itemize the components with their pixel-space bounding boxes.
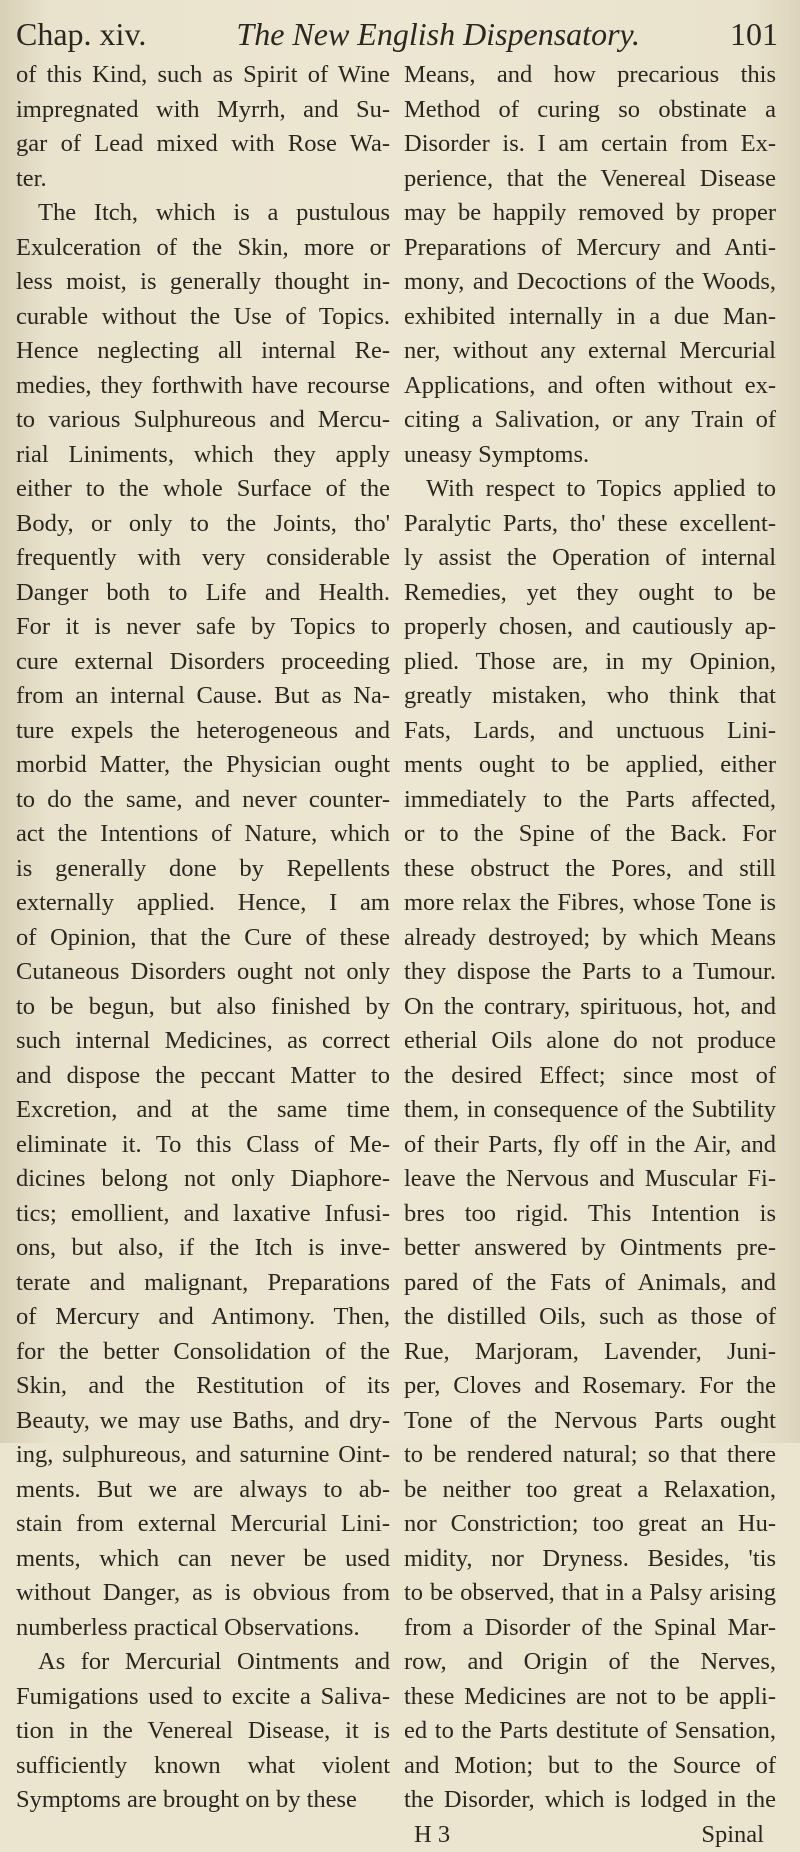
text-line: pared of the Fats of Animals, and xyxy=(404,1266,776,1301)
text-line: ments, which can never be used xyxy=(16,1542,390,1577)
text-line: of their Parts, fly off in the Air, and xyxy=(404,1128,776,1163)
text-line: may be happily removed by proper xyxy=(404,196,776,231)
text-line: eliminate it. To this Class of Me- xyxy=(16,1128,390,1163)
text-line: gar of Lead mixed with Rose Wa- xyxy=(16,127,390,162)
text-line: more relax the Fibres, whose Tone is xyxy=(404,886,776,921)
text-line: ly assist the Operation of internal xyxy=(404,541,776,576)
text-line: With respect to Topics applied to xyxy=(404,472,776,507)
left-column xyxy=(16,58,390,1852)
text-line: citing a Salivation, or any Train of xyxy=(404,403,776,438)
text-line: As for Mercurial Ointments and xyxy=(16,1645,390,1680)
text-line: these obstruct the Pores, and still xyxy=(404,852,776,887)
text-line: ture expels the heterogeneous and xyxy=(16,714,390,749)
text-line: Exulceration of the Skin, more or xyxy=(16,231,390,266)
text-line: midity, nor Dryness. Besides, 'tis xyxy=(404,1542,776,1577)
text-line: the desired Effect; since most of xyxy=(404,1059,776,1094)
text-line: Means, and how precarious this xyxy=(404,58,776,93)
text-line: Cutaneous Disorders ought not only xyxy=(16,955,390,990)
text-line: tion in the Venereal Disease, it is xyxy=(16,1714,390,1749)
text-line: On the contrary, spirituous, hot, and xyxy=(404,990,776,1025)
text-line: to be begun, but also finished by xyxy=(16,990,390,1025)
text-line: for the better Consolidation of the xyxy=(16,1335,390,1370)
text-line: ing, sulphureous, and saturnine Oint- xyxy=(16,1438,390,1473)
text-line: bres too rigid. This Intention is xyxy=(404,1197,776,1232)
text-line: curable without the Use of Topics. xyxy=(16,300,390,335)
text-line: ter. xyxy=(16,162,390,197)
text-line: without Danger, as is obvious from xyxy=(16,1576,390,1611)
right-column-lines xyxy=(404,58,776,1818)
text-line: is generally done by Repellents xyxy=(16,852,390,887)
text-line: Remedies, yet they ought to be xyxy=(404,576,776,611)
text-line: ner, without any external Mercurial xyxy=(404,334,776,369)
text-line: immediately to the Parts affected, xyxy=(404,783,776,818)
text-line: Danger both to Life and Health. xyxy=(16,576,390,611)
text-line: either to the whole Surface of the xyxy=(16,472,390,507)
text-line: ons, but also, if the Itch is inve- xyxy=(16,1231,390,1266)
chapter-label: Chap. xiv. xyxy=(16,14,146,54)
right-column xyxy=(404,58,776,1852)
text-line: such internal Medicines, as correct xyxy=(16,1024,390,1059)
text-line: terate and malignant, Preparations xyxy=(16,1266,390,1301)
text-line: Disorder is. I am certain from Ex- xyxy=(404,127,776,162)
text-line: and Motion; but to the Source of xyxy=(404,1749,776,1784)
text-line: of Mercury and Antimony. Then, xyxy=(16,1300,390,1335)
text-line: exhibited internally in a due Man- xyxy=(404,300,776,335)
text-line: Rue, Marjoram, Lavender, Juni- xyxy=(404,1335,776,1370)
text-line: of this Kind, such as Spirit of Wine xyxy=(16,58,390,93)
text-line: they dispose the Parts to a Tumour. xyxy=(404,955,776,990)
text-line: uneasy Symptoms. xyxy=(404,438,776,473)
text-line: the Disorder, which is lodged in the xyxy=(404,1783,776,1818)
page-number: 101 xyxy=(730,14,778,54)
text-line: Beauty, we may use Baths, and dry- xyxy=(16,1404,390,1439)
text-line: medies, they forthwith have recourse xyxy=(16,369,390,404)
text-line: Paralytic Parts, tho' these excellent- xyxy=(404,507,776,542)
text-line: Tone of the Nervous Parts ought xyxy=(404,1404,776,1439)
text-line: from a Disorder of the Spinal Mar- xyxy=(404,1611,776,1646)
text-line: rial Liniments, which they apply xyxy=(16,438,390,473)
text-line: Hence neglecting all internal Re- xyxy=(16,334,390,369)
text-line: these Medicines are not to be appli- xyxy=(404,1680,776,1715)
text-line: tics; emollient, and laxative Infusi- xyxy=(16,1197,390,1232)
text-line: Method of curing so obstinate a xyxy=(404,93,776,128)
text-line: Fats, Lards, and unctuous Lini- xyxy=(404,714,776,749)
text-line: ments. But we are always to ab- xyxy=(16,1473,390,1508)
text-line: leave the Nervous and Muscular Fi- xyxy=(404,1162,776,1197)
text-line: dicines belong not only Diaphore- xyxy=(16,1162,390,1197)
text-line: ed to the Parts destitute of Sensation, xyxy=(404,1714,776,1749)
text-line: Preparations of Mercury and Anti- xyxy=(404,231,776,266)
text-line: Symptoms are brought on by these xyxy=(16,1783,390,1818)
text-line: them, in consequence of the Subtility xyxy=(404,1093,776,1128)
text-line: to be observed, that in a Palsy arising xyxy=(404,1576,776,1611)
text-line: plied. Those are, in my Opinion, xyxy=(404,645,776,680)
text-line: mony, and Decoctions of the Woods, xyxy=(404,265,776,300)
text-line: less moist, is generally thought in- xyxy=(16,265,390,300)
footer-line xyxy=(404,1818,776,1852)
text-line: Skin, and the Restitution of its xyxy=(16,1369,390,1404)
text-line: of Opinion, that the Cure of these xyxy=(16,921,390,956)
text-line: ments ought to be applied, either xyxy=(404,748,776,783)
text-line: nor Constriction; too great an Hu- xyxy=(404,1507,776,1542)
text-line: cure external Disorders proceeding xyxy=(16,645,390,680)
signature-mark: H 3 xyxy=(414,1818,450,1852)
text-line: properly chosen, and cautiously ap- xyxy=(404,610,776,645)
text-line: etherial Oils alone do not produce xyxy=(404,1024,776,1059)
text-line: Body, or only to the Joints, tho' xyxy=(16,507,390,542)
catchword: Spinal xyxy=(701,1818,764,1852)
text-line: Applications, and often without ex- xyxy=(404,369,776,404)
text-line: stain from external Mercurial Lini- xyxy=(16,1507,390,1542)
text-line: from an internal Cause. But as Na- xyxy=(16,679,390,714)
text-line: morbid Matter, the Physician ought xyxy=(16,748,390,783)
text-line: act the Intentions of Nature, which xyxy=(16,817,390,852)
text-line: better answered by Ointments pre- xyxy=(404,1231,776,1266)
text-line: sufficiently known what violent xyxy=(16,1749,390,1784)
text-line: and dispose the peccant Matter to xyxy=(16,1059,390,1094)
text-line: externally applied. Hence, I am xyxy=(16,886,390,921)
text-line: For it is never safe by Topics to xyxy=(16,610,390,645)
text-line: perience, that the Venereal Disease xyxy=(404,162,776,197)
text-line: the distilled Oils, such as those of xyxy=(404,1300,776,1335)
text-line: greatly mistaken, who think that xyxy=(404,679,776,714)
book-title: The New English Dispensatory. xyxy=(236,14,640,54)
text-line: per, Cloves and Rosemary. For the xyxy=(404,1369,776,1404)
text-line: frequently with very considerable xyxy=(16,541,390,576)
text-line: to various Sulphureous and Mercu- xyxy=(16,403,390,438)
text-line: The Itch, which is a pustulous xyxy=(16,196,390,231)
text-line: already destroyed; by which Means xyxy=(404,921,776,956)
text-line: or to the Spine of the Back. For xyxy=(404,817,776,852)
text-line: be neither too great a Relaxation, xyxy=(404,1473,776,1508)
running-header xyxy=(16,14,778,56)
text-line: Excretion, and at the same time xyxy=(16,1093,390,1128)
text-line: impregnated with Myrrh, and Su- xyxy=(16,93,390,128)
text-columns xyxy=(16,58,778,1852)
text-line: numberless practical Observations. xyxy=(16,1611,390,1646)
text-line: to do the same, and never counter- xyxy=(16,783,390,818)
text-line: Fumigations used to excite a Saliva- xyxy=(16,1680,390,1715)
text-line: to be rendered natural; so that there xyxy=(404,1438,776,1473)
text-line: row, and Origin of the Nerves, xyxy=(404,1645,776,1680)
